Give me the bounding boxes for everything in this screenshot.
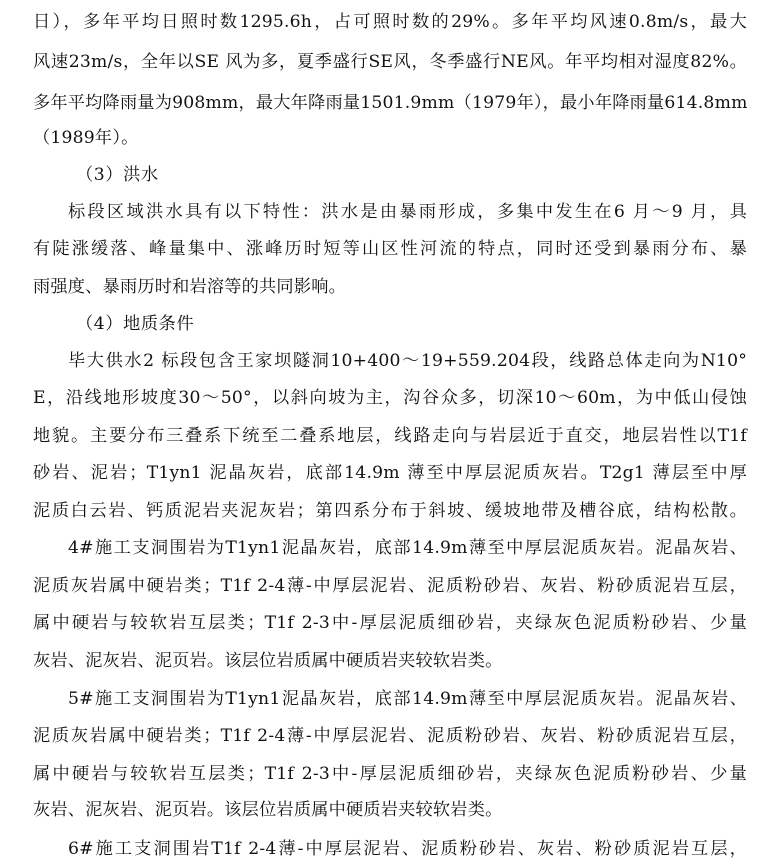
climate-text-line-4: （1989年）。 (33, 128, 139, 148)
climate-text-line-2: 风速23m/s，全年以SE 风为多，夏季盛行SE风，冬季盛行NE风。年平均相对湿度82%。 (33, 52, 747, 72)
flood-text-line-2: 有陡涨缓落、峰量集中、涨峰历时短等山区性河流的特点，同时还受到暴雨分布、暴 (33, 239, 747, 259)
tunnel-4-line-3: 属中硬岩与较软岩互层类；T1f 2-3中-厚层泥质细砂岩，夹绿灰色泥质粉砂岩、少量 (33, 613, 747, 633)
tunnel-5-line-1: 5#施工支洞围岩为T1yn1泥晶灰岩，底部14.9m薄至中厚层泥质灰岩。泥晶灰岩、 (68, 689, 747, 709)
geology-p1-line-2: E，沿线地形坡度30～50°，以斜向坡为主，沟谷众多，切深10～60m，为中低山侵蚀 (33, 388, 747, 408)
tunnel-4-line-2: 泥质灰岩属中硬岩类；T1f 2-4薄-中厚层泥岩、泥质粉砂岩、灰岩、粉砂质泥岩互层， (33, 576, 747, 596)
tunnel-4-line-1: 4#施工支洞围岩为T1yn1泥晶灰岩，底部14.9m薄至中厚层泥质灰岩。泥晶灰岩、 (68, 538, 747, 558)
climate-text-line-3: 多年平均降雨量为908mm，最大年降雨量1501.9mm（1979年），最小年降雨量614.8mm (33, 93, 748, 113)
flood-text-line-3: 雨强度、暴雨历时和岩溶等的共同影响。 (33, 277, 346, 297)
tunnel-6-line-1: 6#施工支洞围岩T1f 2-4薄-中厚层泥岩、泥质粉砂岩、灰岩、粉砂质泥岩互层， (68, 839, 747, 859)
tunnel-5-line-3: 属中硬岩与较软岩互层类；T1f 2-3中-厚层泥质细砂岩，夹绿灰色泥质粉砂岩、少量 (33, 764, 747, 784)
climate-text-line-1: 日），多年平均日照时数1295.6h，占可照时数的29%。多年平均风速0.8m/s，最大 (33, 12, 747, 32)
flood-text-line-1: 标段区域洪水具有以下特性：洪水是由暴雨形成，多集中发生在6 月～9 月，具 (68, 202, 747, 222)
tunnel-4-line-4: 灰岩、泥灰岩、泥页岩。该层位岩质属中硬质岩夹较软岩类。 (33, 651, 503, 671)
flood-section-heading: （3）洪水 (76, 165, 159, 185)
geology-p1-line-3: 地貌。主要分布三叠系下统至二叠系地层，线路走向与岩层近于直交，地层岩性以T1f (33, 426, 747, 446)
geology-section-heading: （4）地质条件 (76, 314, 195, 334)
geology-p1-line-5: 泥质白云岩、钙质泥岩夹泥灰岩；第四系分布于斜坡、缓坡地带及槽谷底，结构松散。 (33, 501, 747, 521)
tunnel-5-line-4: 灰岩、泥灰岩、泥页岩。该层位岩质属中硬质岩夹较软岩类。 (33, 800, 503, 820)
geology-p1-line-4: 砂岩、泥岩；T1yn1 泥晶灰岩，底部14.9m 薄至中厚层泥质灰岩。T2g1 薄层至中厚 (33, 463, 747, 483)
tunnel-5-line-2: 泥质灰岩属中硬岩类；T1f 2-4薄-中厚层泥岩、泥质粉砂岩、灰岩、粉砂质泥岩互层， (33, 726, 747, 746)
geology-p1-line-1: 毕大供水2 标段包含王家坝隧洞10+400～19+559.204段，线路总体走向为N10° (68, 351, 747, 371)
